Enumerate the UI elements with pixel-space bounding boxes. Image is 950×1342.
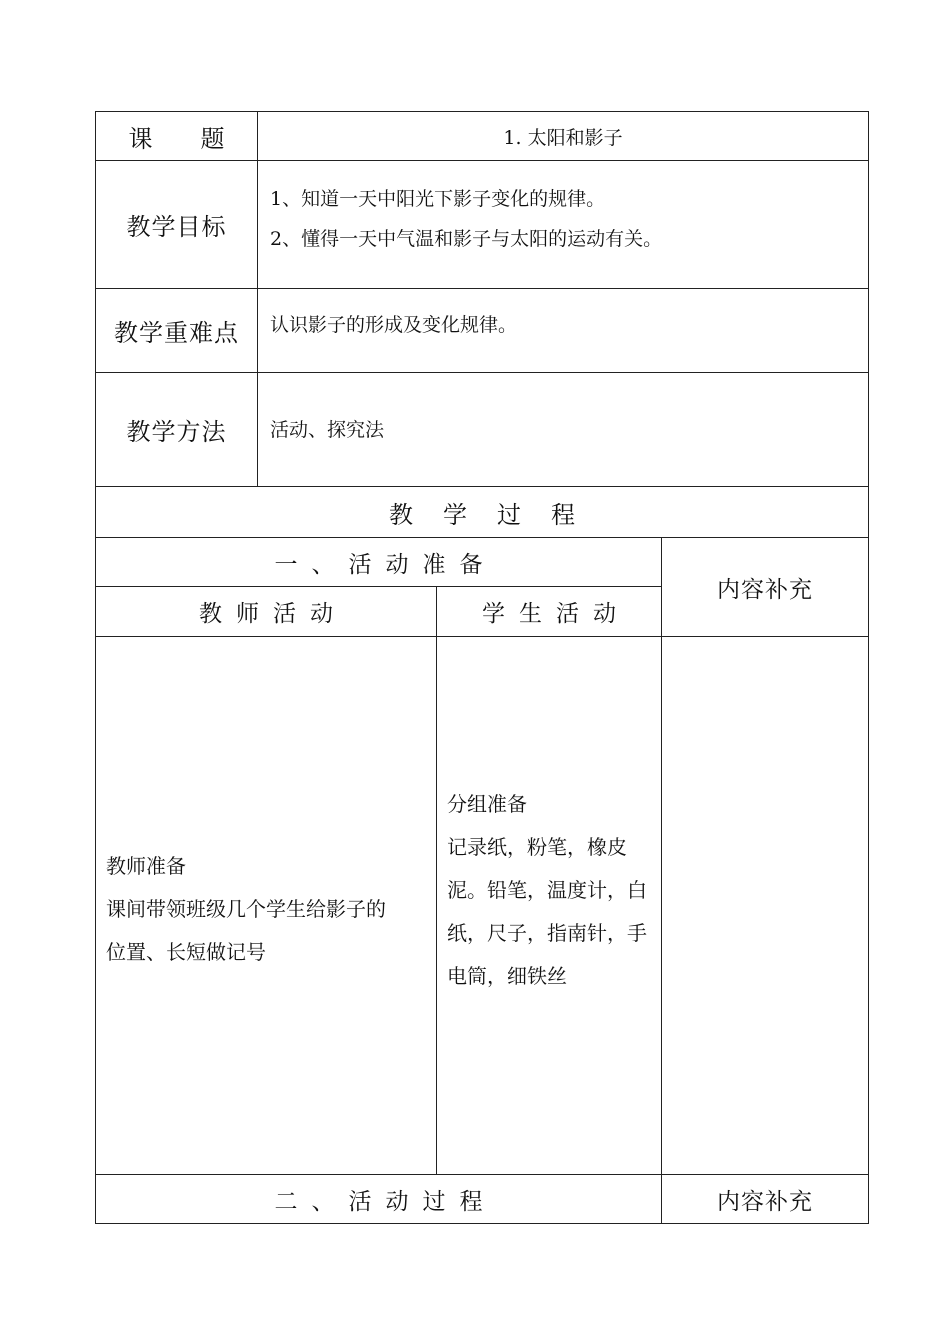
goals-label: 教学目标 [96, 161, 258, 289]
topic-value: 1. 太阳和影子 [258, 112, 869, 161]
section2-title: 二、活动过程 [96, 1175, 662, 1224]
section1-title: 一、活动准备 [96, 538, 662, 587]
teacher-activity-header: 教师活动 [96, 587, 437, 637]
student-activity-header: 学生活动 [437, 587, 662, 637]
method-row [96, 373, 869, 487]
key-points-row [96, 289, 869, 373]
goal-item: 2、懂得一天中气温和影子与太阳的运动有关。 [270, 228, 663, 250]
supplement-cell [662, 637, 869, 1175]
teacher-prep-line: 课间带领班级几个学生给影子的 [106, 897, 386, 921]
method-value: 活动、探究法 [258, 373, 869, 487]
process-title-row [96, 487, 869, 538]
goals-row [96, 161, 869, 289]
goals-value [258, 161, 869, 289]
student-prep-cell [437, 637, 662, 1175]
section2-title-row [96, 1175, 869, 1224]
student-prep-line: 分组准备 [447, 792, 527, 816]
section1-title-row [96, 538, 869, 587]
key-points-value: 认识影子的形成及变化规律。 [258, 289, 869, 373]
student-prep-line: 电筒，细铁丝 [447, 964, 567, 988]
topic-row [96, 112, 869, 161]
process-title: 教学过程 [96, 487, 869, 538]
student-prep-line: 纸，尺子，指南针，手 [447, 921, 647, 945]
preparation-row [96, 637, 869, 1175]
key-points-label: 教学重难点 [96, 289, 258, 373]
student-prep-line: 泥。铅笔，温度计，白 [447, 878, 647, 902]
teacher-prep-line: 位置、长短做记号 [106, 940, 266, 964]
teacher-prep-cell [96, 637, 437, 1175]
goal-item: 1、知道一天中阳光下影子变化的规律。 [270, 188, 606, 210]
method-label: 教学方法 [96, 373, 258, 487]
lesson-plan-table [95, 111, 869, 1224]
teacher-prep-line: 教师准备 [106, 854, 186, 878]
supplement-label-2: 内容补充 [662, 1175, 869, 1224]
topic-label: 课 题 [96, 112, 258, 161]
supplement-label: 内容补充 [662, 538, 869, 637]
student-prep-line: 记录纸，粉笔，橡皮 [447, 835, 627, 859]
